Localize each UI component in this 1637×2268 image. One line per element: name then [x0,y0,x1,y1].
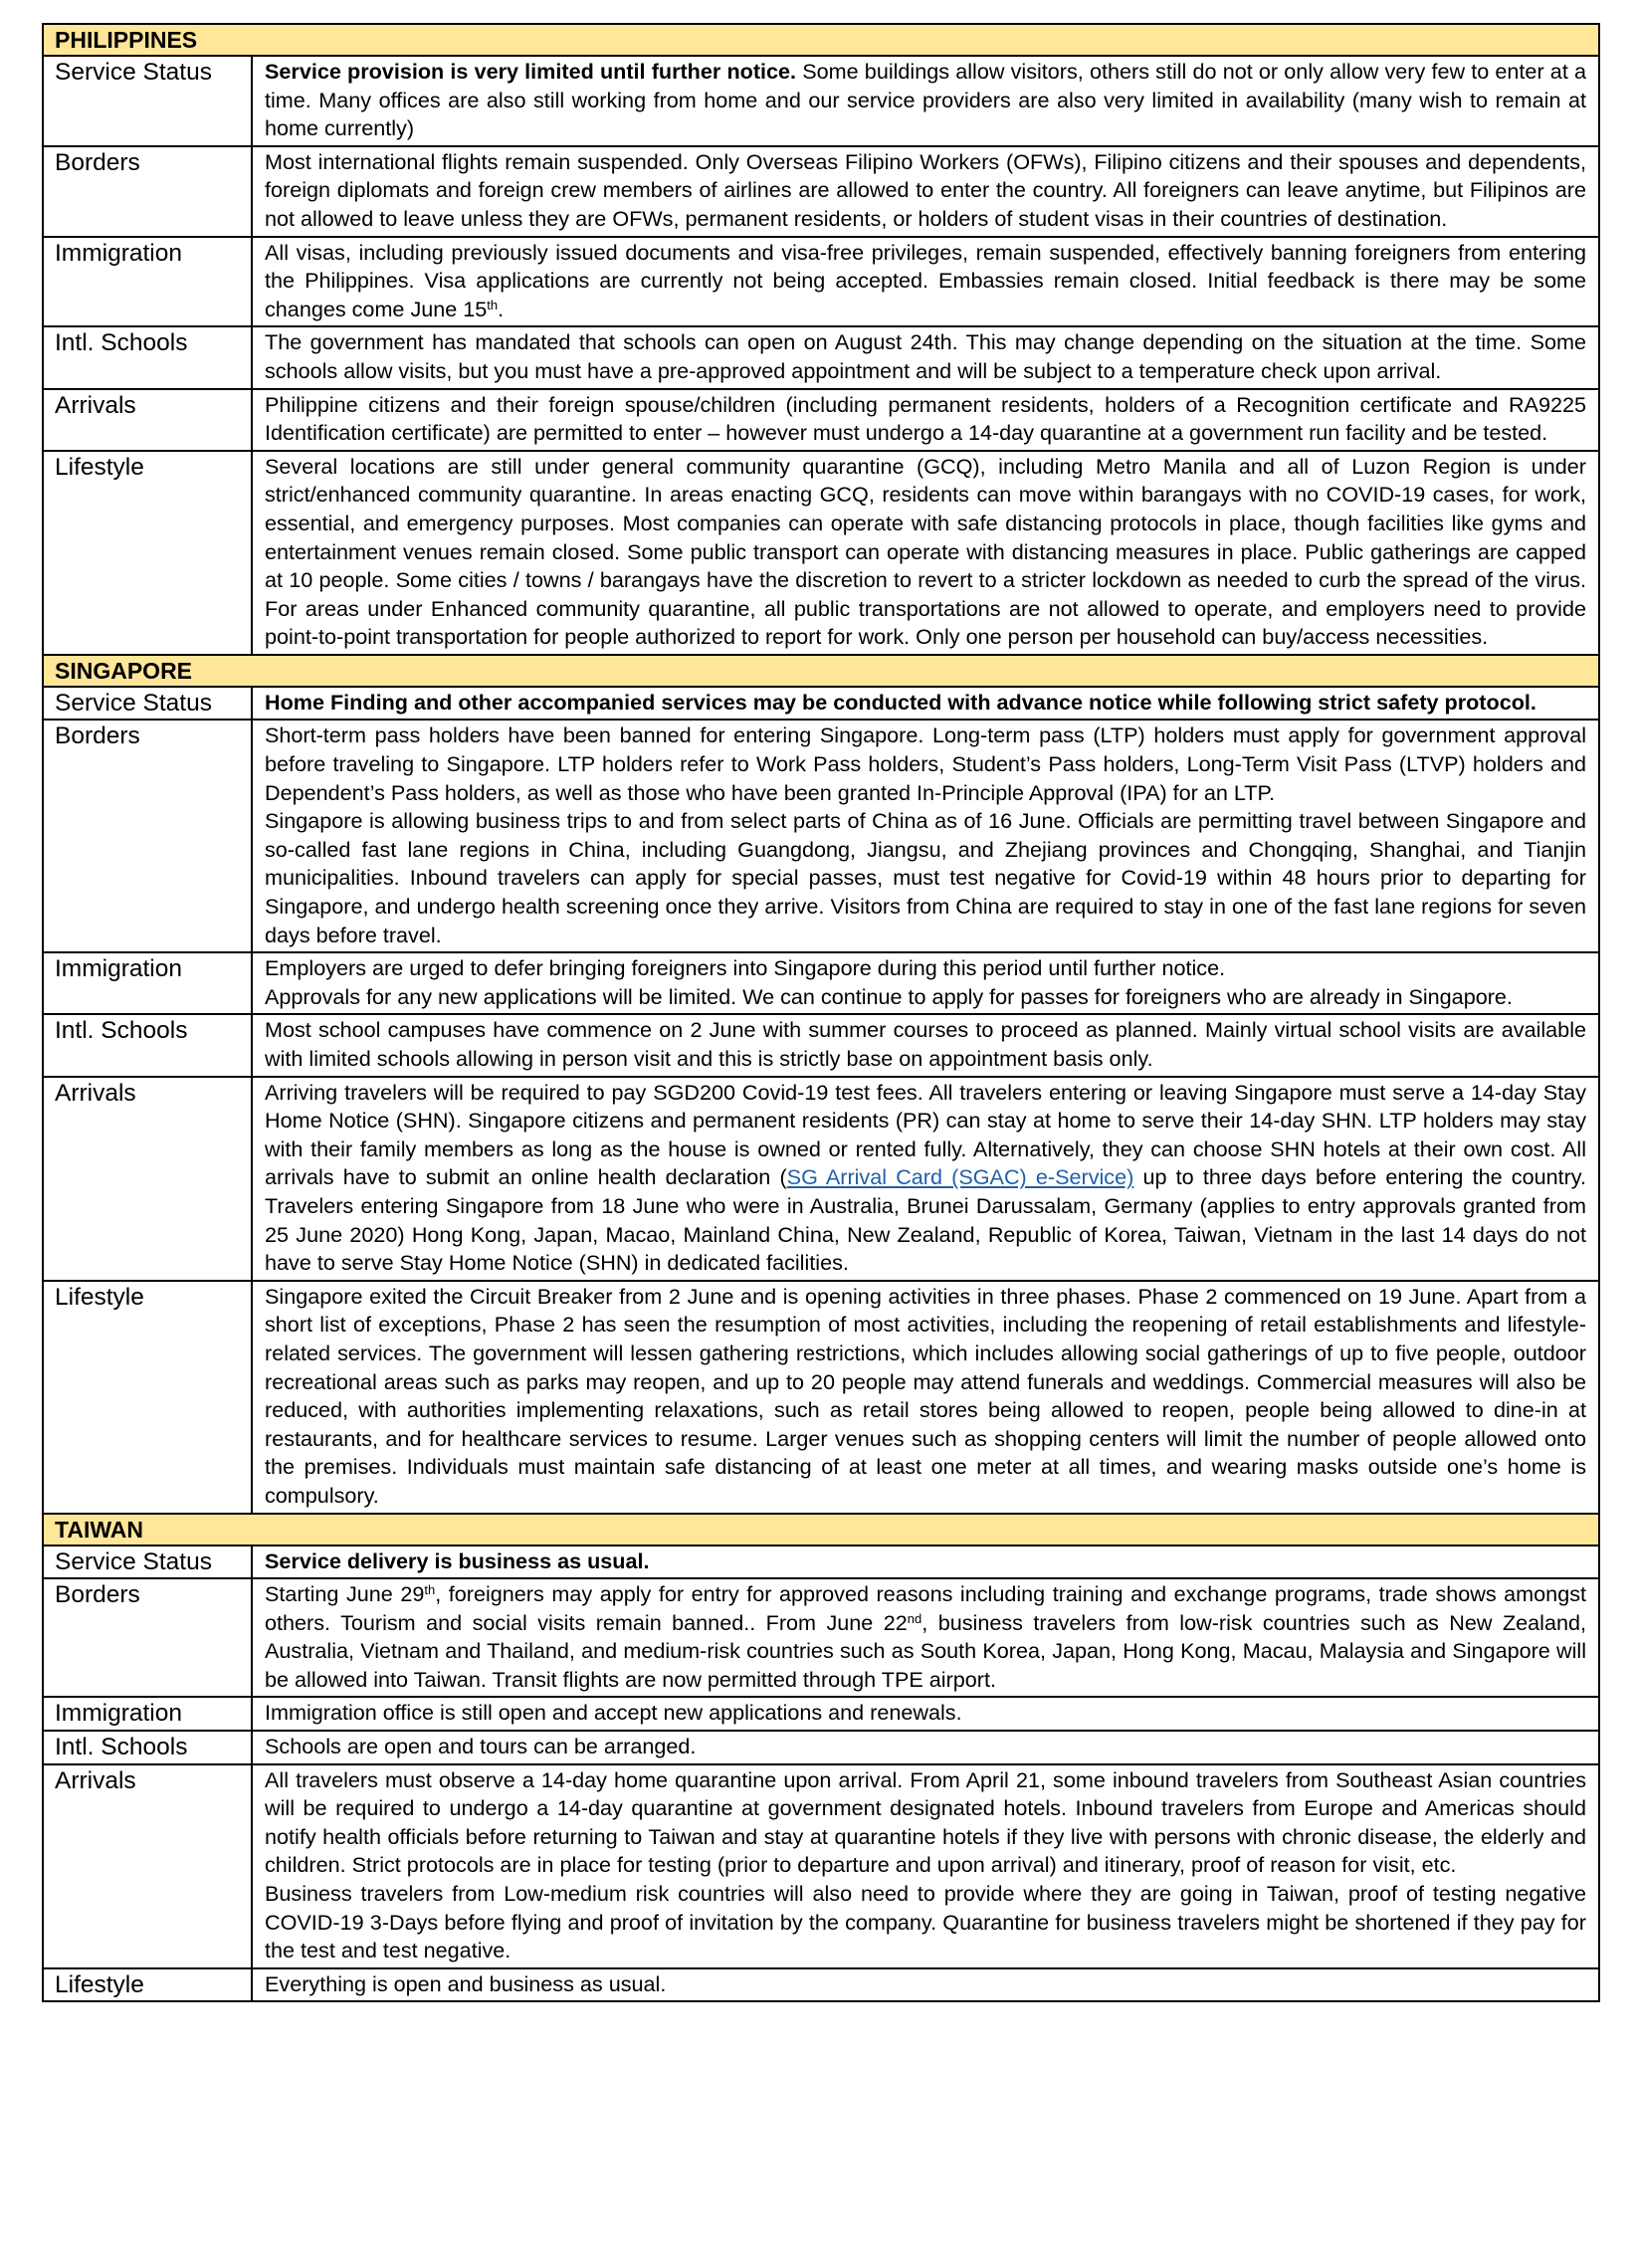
ordinal-suffix: th [424,1582,436,1598]
ordinal-suffix: th [487,297,499,312]
row-label: Service Status [43,1546,252,1579]
text-run: Singapore exited the Circuit Breaker from 2 June and is opening activities in three phases. Phase 2 commenced on 19 June. Apart from a short list of exceptions, Phase 2 has seen the resumption of most activities, including the reopening of retail establishments and lifestyle-related services. The government will lessen gathering restrictions, which includes allowing social gatherings of up to five people, outdoor recreational areas such as parks may reopen, and up to 20 people may attend funerals and weddings. Commercial measures will also be reduced, with authorities implementing relaxations, such as retail stores being allowed to reopen, people being allowed to dine-in at restaurants, and for healthcare services to resume. Larger venues such as shopping centers will limit the number of people allowed onto the premises. Individuals must maintain safe distancing of at least one meter at all times, and wearing masks outside one’s home is compulsory. [265,1283,1586,1508]
country-status-table [42,23,1600,2002]
row-content [252,1968,1599,2002]
paragraph [265,239,1586,324]
paragraph [265,1580,1586,1694]
paragraph [265,1970,1586,1999]
row-label: Intl. Schools [43,1731,252,1764]
section-header-singapore [43,655,1599,687]
table-row-taiwan-borders [43,1578,1599,1697]
row-content [252,1546,1599,1579]
paragraph [265,954,1586,983]
row-content [252,1077,1599,1281]
row-content [252,720,1599,952]
section-header-taiwan [43,1514,1599,1546]
text-run: All visas, including previously issued documents and visa-free privileges, remain suspended, effectively banning foreigners from entering the Philippines. Visa applications are currently not being accepted. Embassies remain closed. Initial feedback is there may be some changes come June 15 [265,239,1586,321]
row-content [252,326,1599,388]
text-run: Schools are open and tours can be arranged. [265,1734,697,1759]
row-label: Lifestyle [43,1968,252,2002]
country-name: PHILIPPINES [43,24,1599,56]
paragraph [265,1547,1586,1576]
paragraph [265,1733,1586,1761]
text-run: Philippine citizens and their foreign spouse/children (including permanent residents, holders of a Recognition certificate and RA9225 Identification certificate) are permitted to enter – however must undergo a 14-day quarantine at a government run facility and be tested. [265,391,1586,446]
paragraph [265,1079,1586,1278]
text-run: Everything is open and business as usual. [265,1970,667,1996]
table-row-singapore-immigration [43,952,1599,1014]
row-label: Service Status [43,56,252,146]
row-content [252,952,1599,1014]
row-label: Arrivals [43,389,252,451]
row-content [252,237,1599,327]
text-run: up to three days before entering the country. Travelers entering Singapore from 18 June who were in Australia, Brunei Darussalam, Germany (applies to entry approvals granted from 25 June 2020) Hong Kong, Japan, Macao, Mainland China, New Zealand, Republic of Korea, Taiwan, Vietnam in the last 14 days do not have to serve Stay Home Notice (SHN) in dedicated facilities. [265,1164,1586,1276]
text-run: All travelers must observe a 14-day home quarantine upon arrival. From April 21, some inbound travelers from Southeast Asian countries will be required to undergo a 14-day quarantine at government designated hotels. Inbound travelers from Europe and Americas should notify health officials before returning to Taiwan and stay at quarantine hotels if they live with persons with chronic disease, the elderly and children. Strict protocols are in place for testing (prior to departure and upon arrival) and itinerary, proof of reason for visit, etc. [265,1766,1586,1878]
bold-text: Service delivery is business as usual. [265,1547,650,1573]
text-run: Arriving travelers will be required to pay SGD200 Covid-19 test fees. All travelers entering or leaving Singapore must serve a 14-day Stay Home Notice (SHN). Singapore citizens and permanent residents (PR) can stay at home to serve their 14-day SHN. LTP holders may stay with their family members as long as the house is owned or rented fully. Alternatively, they can choose SHN hotels at their own cost. All arrivals have to submit an online health declaration ( [265,1079,1586,1190]
row-content [252,56,1599,146]
text-run: Most school campuses have commence on 2 June with summer courses to proceed as planned. Mainly virtual school visits are available with limited schools allowing in person visit and this is strictly base on appointment basis only. [265,1017,1586,1071]
paragraph [265,722,1586,807]
row-label: Borders [43,146,252,237]
table-row-taiwan-arrivals [43,1764,1599,1968]
section-header-philippines [43,24,1599,56]
table-row-philippines-immigration [43,237,1599,327]
row-label: Borders [43,1578,252,1697]
paragraph [265,1283,1586,1511]
text-run: Starting June 29 [265,1581,425,1607]
paragraph [265,58,1586,143]
country-name: SINGAPORE [43,655,1599,687]
text-run: Immigration office is still open and accept new applications and renewals. [265,1700,962,1726]
row-label: Intl. Schools [43,1014,252,1076]
row-label: Immigration [43,1697,252,1731]
text-run: Several locations are still under general community quarantine (GCQ), including Metro Manila and all of Luzon Region is under strict/enhanced community quarantine. In areas enacting GCQ, residents can move within barangays with no COVID-19 cases, for work, essential, and emergency purposes. Most companies can operate with safe distancing protocols in place, though facilities like gyms and entertainment venues remain closed. Some public transport can operate with distancing measures in place. Public gatherings are capped at 10 people. Some cities / towns / barangays have the discretion to revert to a stricter lockdown as needed to curb the spread of the virus. For areas under Enhanced community quarantine, all public transportations are not allowed to operate, and employers need to provide point-to-point transportation for people authorized to report for work. Only one person per household can buy/access necessities. [265,453,1586,650]
row-label: Arrivals [43,1077,252,1281]
paragraph [265,453,1586,652]
row-label: Intl. Schools [43,326,252,388]
text-run: . [498,296,505,321]
paragraph [265,1880,1586,1965]
row-content [252,687,1599,721]
sg-arrival-card-link[interactable]: SG Arrival Card (SGAC) e-Service) [786,1164,1134,1190]
text-run: Most international flights remain suspended. Only Overseas Filipino Workers (OFWs), Filipino citizens and their spouses and dependents, foreign diplomats and foreign crew members of airlines are allowed to enter the country. All foreigners can leave anytime, but Filipinos are not allowed to leave unless they are OFWs, permanent residents, or holders of student visas in their countries of destination. [265,148,1586,231]
table-row-taiwan-immigration [43,1697,1599,1731]
row-label: Lifestyle [43,451,252,655]
row-label: Immigration [43,237,252,327]
row-label: Lifestyle [43,1281,252,1514]
text-run: Singapore is allowing business trips to and from select parts of China as of 16 June. Officials are permitting travel between Singapore and so-called fast lane regions in China, including Guangdong, Jiangsu, and Zhejiang provinces and Chongqing, Shanghai, and Tianjin municipalities. Inbound travelers can apply for special passes, must test negative for Covid-19 within 48 hours prior to departing for Singapore, and undergo health screening once they arrive. Visitors from China are required to stay in one of the fast lane regions for seven days before travel. [265,808,1586,947]
text-run: Approvals for any new applications will be limited. We can continue to apply for passes for foreigners who are already in Singapore. [265,983,1513,1009]
text-run: The government has mandated that schools can open on August 24th. This may change depending on the situation at the time. Some schools allow visits, but you must have a pre-approved appointment and will be subject to a temperature check upon arrival. [265,329,1586,383]
text-run: Business travelers from Low-medium risk countries will also need to provide where they are going in Taiwan, proof of testing negative COVID-19 3-Days before flying and proof of invitation by the company. Quarantine for business travelers might be shortened if they pay for the test and test negative. [265,1881,1586,1963]
ordinal-suffix: nd [907,1610,922,1626]
bold-text: Service provision is very limited until further notice. [265,59,797,84]
row-content [252,1281,1599,1514]
paragraph [265,391,1586,448]
table-row-taiwan-service-status [43,1546,1599,1579]
row-content [252,1014,1599,1076]
table-row-philippines-service-status [43,56,1599,146]
row-label: Borders [43,720,252,952]
row-label: Arrivals [43,1764,252,1968]
table-row-singapore-arrivals [43,1077,1599,1281]
table-row-singapore-service-status [43,687,1599,721]
paragraph [265,328,1586,385]
text-run: Employers are urged to defer bringing foreigners into Singapore during this period until further notice. [265,955,1226,981]
row-content [252,1697,1599,1731]
table-row-taiwan-lifestyle [43,1968,1599,2002]
paragraph [265,148,1586,234]
row-content [252,1731,1599,1764]
paragraph [265,807,1586,949]
row-content [252,146,1599,237]
paragraph [265,1016,1586,1073]
table-row-philippines-borders [43,146,1599,237]
table-row-philippines-intl-schools [43,326,1599,388]
row-content [252,1764,1599,1968]
paragraph [265,1699,1586,1728]
row-content [252,389,1599,451]
paragraph [265,983,1586,1012]
row-label: Immigration [43,952,252,1014]
table-row-philippines-lifestyle [43,451,1599,655]
table-row-singapore-intl-schools [43,1014,1599,1076]
row-content [252,1578,1599,1697]
paragraph [265,689,1586,718]
country-name: TAIWAN [43,1514,1599,1546]
text-run: Some buildings allow visitors, others still do not or only allow very few to enter at a time. Many offices are also still working from home and our service providers are also very limited in availability (many wish to remain at home currently) [265,59,1587,141]
table-row-singapore-lifestyle [43,1281,1599,1514]
paragraph [265,1766,1586,1880]
row-content [252,451,1599,655]
table-row-taiwan-intl-schools [43,1731,1599,1764]
row-label: Service Status [43,687,252,721]
table-row-singapore-borders [43,720,1599,952]
bold-text: Home Finding and other accompanied services may be conducted with advance notice while following strict safety protocol. [265,689,1536,715]
text-run: , foreigners may apply for entry for approved reasons including training and exchange programs, trade shows amongst others. Tourism and social visits remain banned.. From June 22 [265,1581,1586,1635]
table-row-philippines-arrivals [43,389,1599,451]
text-run: , business travelers from low-risk countries such as New Zealand, Australia, Vietnam and Thailand, and medium-risk countries such as South Korea, Japan, Hong Kong, Macau, Malaysia and Singapore will be allowed into Taiwan. Transit flights are now permitted through TPE airport. [265,1609,1586,1692]
text-run: Short-term pass holders have been banned for entering Singapore. Long-term pass (LTP) holders must apply for government approval before traveling to Singapore. LTP holders refer to Work Pass holders, Student’s Pass holders, Long-Term Visit Pass (LTVP) holders and Dependent’s Pass holders, as well as those who have been granted In-Principle Approval (IPA) for an LTP. [265,722,1586,805]
